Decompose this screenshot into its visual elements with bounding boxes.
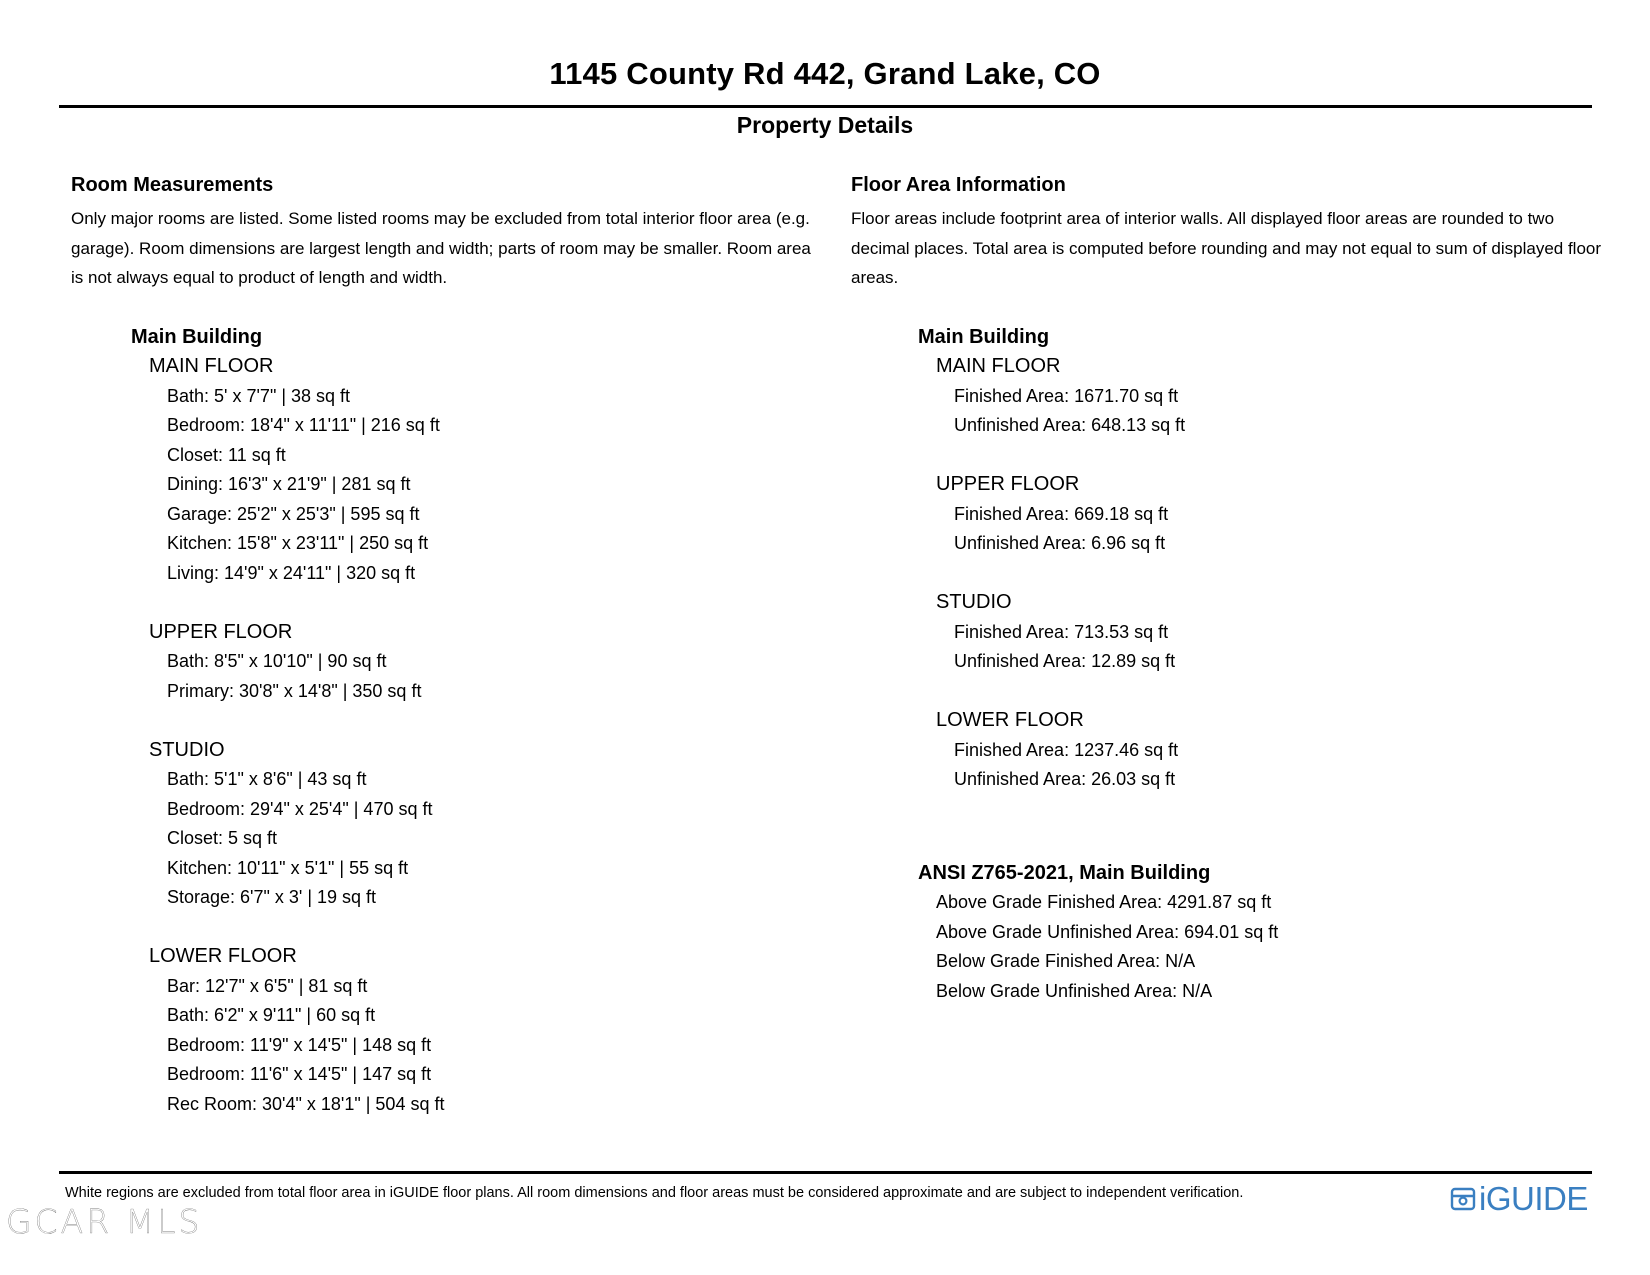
- floor-item-list: [954, 736, 1185, 795]
- floor-name: UPPER FLOOR: [149, 620, 293, 643]
- floor-group: [149, 618, 444, 707]
- list-item: Finished Area: 669.18 sq ft: [954, 503, 1169, 524]
- list-item: Unfinished Area: 12.89 sq ft: [954, 651, 1176, 671]
- list-item: Kitchen: 10'11" x 5'1" | 55 sq ft: [167, 857, 409, 878]
- floor-name: LOWER FLOOR: [936, 709, 1084, 731]
- list-item: Bath: 6'2" x 9'11" | 60 sq ft: [167, 1005, 376, 1025]
- list-item: Closet: 5 sq ft: [167, 828, 278, 848]
- footer-note: White regions are excluded from total floor area in iGUIDE floor plans. All room dimensions and floor areas must be considered approximate and are subject to independent verification.: [65, 1185, 1244, 1201]
- ansi-heading: ANSI Z765-2021, Main Building: [918, 862, 1211, 884]
- list-item: Below Grade Unfinished Area: N/A: [936, 980, 1213, 1001]
- title-divider: [59, 105, 1592, 108]
- camera-icon: [1450, 1186, 1476, 1212]
- floor-name: LOWER FLOOR: [149, 945, 297, 967]
- floor-item-list: [167, 765, 444, 913]
- floor-group: [149, 352, 444, 588]
- floor-group: [149, 942, 444, 1119]
- list-item: Finished Area: 1671.70 sq ft: [954, 385, 1179, 406]
- logo-text: iGUIDE: [1479, 1180, 1588, 1217]
- building-name: Main Building: [918, 326, 1050, 348]
- room-measurements-section: [71, 172, 811, 293]
- list-item: Unfinished Area: 6.96 sq ft: [954, 533, 1166, 553]
- list-item: Bar: 12'7" x 6'5" | 81 sq ft: [167, 975, 368, 996]
- list-item: Above Grade Finished Area: 4291.87 sq ft: [936, 892, 1272, 912]
- floor-item-list: [167, 647, 444, 706]
- floor-name: UPPER FLOOR: [936, 473, 1080, 495]
- list-item: Garage: 25'2" x 25'3" | 595 sq ft: [167, 503, 420, 524]
- list-item: Bedroom: 18'4" x 11'11" | 216 sq ft: [167, 415, 440, 435]
- list-item: Finished Area: 1237.46 sq ft: [954, 739, 1179, 760]
- iguide-logo: [1450, 1180, 1588, 1218]
- mls-watermark: GCAR MLS: [6, 1202, 203, 1241]
- floor-group: [936, 352, 1185, 441]
- list-item: Closet: 11 sq ft: [167, 444, 286, 465]
- list-item: Finished Area: 713.53 sq ft: [954, 621, 1169, 642]
- floor-area-building: [918, 322, 1185, 824]
- list-item: Dining: 16'3" x 21'9" | 281 sq ft: [167, 474, 411, 494]
- building-name: Main Building: [131, 326, 263, 348]
- list-item: Below Grade Finished Area: N/A: [936, 951, 1196, 971]
- list-item: Unfinished Area: 26.03 sq ft: [954, 769, 1176, 789]
- floor-group: [149, 736, 444, 913]
- page-subtitle: Property Details: [736, 112, 914, 138]
- list-item: Unfinished Area: 648.13 sq ft: [954, 415, 1186, 435]
- floor-name: STUDIO: [149, 738, 225, 761]
- room-measurements-description: Only major rooms are listed. Some listed rooms may be excluded from total interior floor area (e.g. garage). Room dimensions are largest length and width; parts of room may be smaller. Room area is not always equal to product of length and width.: [71, 209, 811, 287]
- list-item: Rec Room: 30'4" x 18'1" | 504 sq ft: [167, 1093, 445, 1114]
- list-item: Kitchen: 15'8" x 23'11" | 250 sq ft: [167, 533, 429, 553]
- floor-group: [936, 588, 1185, 677]
- floor-area-description: Floor areas include footprint area of interior walls. All displayed floor areas are rounded to two decimal places. Total area is computed before rounding and may not equal to sum of displayed floor areas.: [851, 209, 1602, 287]
- floor-item-list: [167, 382, 444, 589]
- footer-divider: [59, 1171, 1592, 1174]
- floor-name: STUDIO: [936, 591, 1012, 613]
- list-item: Primary: 30'8" x 14'8" | 350 sq ft: [167, 680, 422, 701]
- floor-group: [936, 706, 1185, 795]
- list-item: Bath: 5' x 7'7" | 38 sq ft: [167, 385, 351, 406]
- floor-item-list: [954, 500, 1185, 559]
- list-item: Bedroom: 11'6" x 14'5" | 147 sq ft: [167, 1064, 432, 1084]
- room-measurements-building: [131, 322, 444, 1149]
- floor-group: [936, 470, 1185, 559]
- list-item: Above Grade Unfinished Area: 694.01 sq ft: [936, 921, 1279, 942]
- room-measurements-heading: Room Measurements: [71, 174, 274, 196]
- ansi-section: [918, 858, 1278, 1006]
- list-item: Living: 14'9" x 24'11" | 320 sq ft: [167, 562, 416, 583]
- floor-item-list: [167, 972, 444, 1120]
- list-item: Bedroom: 11'9" x 14'5" | 148 sq ft: [167, 1034, 432, 1055]
- list-item: Bath: 8'5" x 10'10" | 90 sq ft: [167, 651, 387, 671]
- floor-item-list: [954, 382, 1185, 441]
- floor-item-list: [954, 618, 1185, 677]
- page-title: 1145 County Rd 442, Grand Lake, CO: [549, 56, 1101, 91]
- list-item: Storage: 6'7" x 3' | 19 sq ft: [167, 887, 377, 907]
- floor-area-section: [851, 172, 1611, 293]
- floor-name: MAIN FLOOR: [149, 355, 274, 377]
- list-item: Bedroom: 29'4" x 25'4" | 470 sq ft: [167, 798, 433, 819]
- floor-name: MAIN FLOOR: [936, 355, 1061, 377]
- list-item: Bath: 5'1" x 8'6" | 43 sq ft: [167, 769, 367, 789]
- floor-area-heading: Floor Area Information: [851, 174, 1066, 196]
